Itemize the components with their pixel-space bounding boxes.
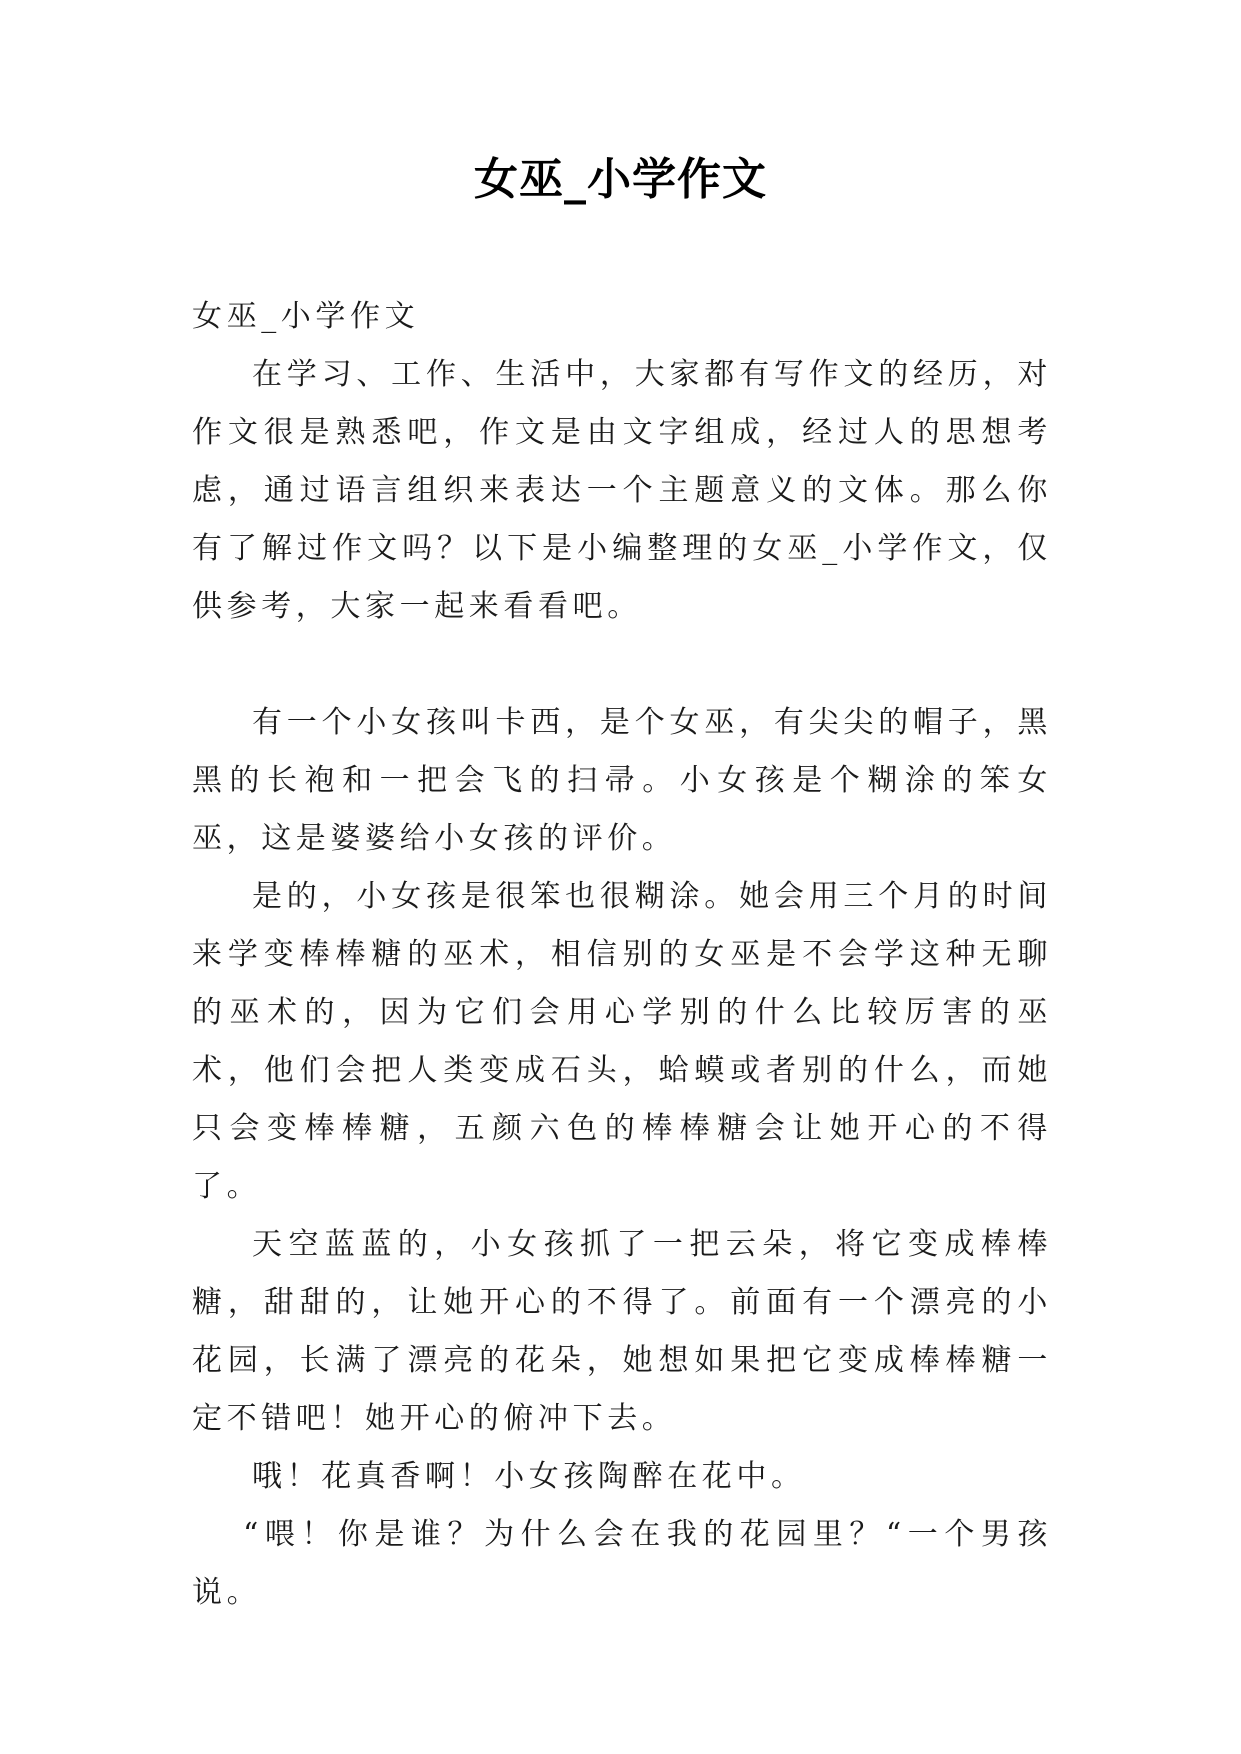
- document-subtitle: 女巫_小学作文: [192, 299, 420, 334]
- paragraph-5: “喂！你是谁？为什么会在我的花园里？“一个男孩说。: [192, 1517, 1052, 1610]
- document-title: 女巫_小学作文: [474, 154, 767, 205]
- paragraph-3: 天空蓝蓝的，小女孩抓了一把云朵，将它变成棒棒糖，甜甜的，让她开心的不得了。前面有一个漂亮的小花园，长满了漂亮的花朵，她想如果把它变成棒棒糖一定不错吧！她开心的俯冲下去。: [192, 1227, 1052, 1436]
- paragraph-2: 是的，小女孩是很笨也很糊涂。她会用三个月的时间来学变棒棒糖的巫术，相信别的女巫是不会学这种无聊的巫术的，因为它们会用心学别的什么比较厉害的巫术，他们会把人类变成石头，蛤蟆或者别的什么，而她只会变棒棒糖，五颜六色的棒棒糖会让她开心的不得了。: [192, 879, 1052, 1204]
- paragraph-4: 哦！花真香啊！小女孩陶醉在花中。: [252, 1459, 806, 1494]
- document-body: [192, 288, 1052, 1622]
- paragraph-1: 有一个小女孩叫卡西，是个女巫，有尖尖的帽子，黑黑的长袍和一把会飞的扫帚。小女孩是个糊涂的笨女巫，这是婆婆给小女孩的评价。: [192, 705, 1052, 856]
- blank-line: [192, 636, 1052, 694]
- paragraph-intro: 在学习、工作、生活中，大家都有写作文的经历，对作文很是熟悉吧，作文是由文字组成，经过人的思想考虑，通过语言组织来表达一个主题意义的文体。那么你有了解过作文吗？以下是小编整理的女巫_小学作文，仅供参考，大家一起来看看吧。: [192, 357, 1052, 624]
